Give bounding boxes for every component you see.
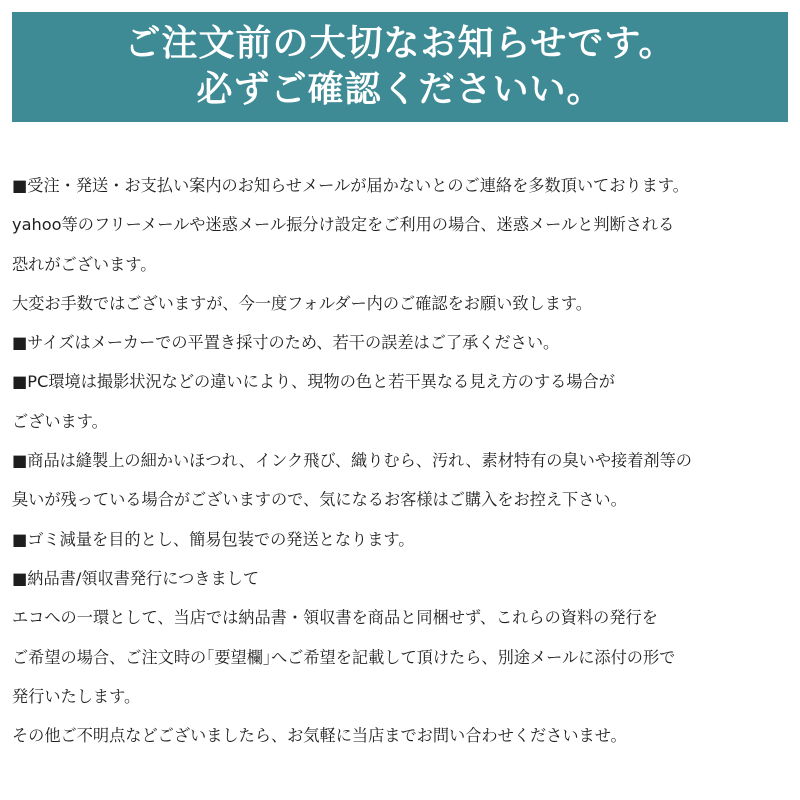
notice-line: ■ゴミ減量を目的とし、簡易包装での発送となります。 xyxy=(12,529,415,549)
banner-title-line-2: 必ずご確認くださいい。 xyxy=(196,69,604,110)
notice-line: 大変お手数ではございますが、今一度フォルダー内のご確認をお願い致します。 xyxy=(12,293,592,313)
notice-line: 臭いが残っている場合がございますので、気になるお客様はご購入をお控え下さい。 xyxy=(12,490,627,510)
notice-line: ございます。 xyxy=(12,411,108,431)
notice-line: 発行いたします。 xyxy=(12,686,141,706)
notice-body xyxy=(12,166,788,755)
notice-line: ご希望の場合、ご注文時の｢要望欄｣へご希望を記載して頂けたら、別途メールに添付の形で xyxy=(12,647,676,667)
notice-line: エコへの一環として、当店では納品書・領収書を商品と同梱せず、これらの資料の発行を xyxy=(12,608,658,628)
notice-line: ■商品は縫製上の細かいほつれ、インク飛び、織りむら、汚れ、素材特有の臭いや接着剤等の xyxy=(12,451,692,471)
notice-line: ■PC環境は撮影状況などの違いにより、現物の色と若干異なる見え方のする場合が xyxy=(12,372,615,392)
notice-line: yahoo等のフリーメールや迷惑メール振分け設定をご利用の場合、迷惑メールと判断される xyxy=(12,215,675,235)
notice-line: その他ご不明点などございましたら、お気軽に当店までお問い合わせくださいませ。 xyxy=(12,726,627,746)
banner-title-line-1: ご注文前の大切なお知らせです。 xyxy=(124,23,676,64)
notice-line: 恐れがございます。 xyxy=(12,254,157,274)
notice-line: ■受注・発送・お支払い案内のお知らせメールが届かないとのご連絡を多数頂いております。 xyxy=(12,176,689,195)
notice-line: ■納品書/領収書発行につきまして xyxy=(12,568,260,588)
notice-line: ■サイズはメーカーでの平置き採寸のため、若干の誤差はご了承ください。 xyxy=(12,333,560,353)
notice-banner xyxy=(12,12,788,122)
